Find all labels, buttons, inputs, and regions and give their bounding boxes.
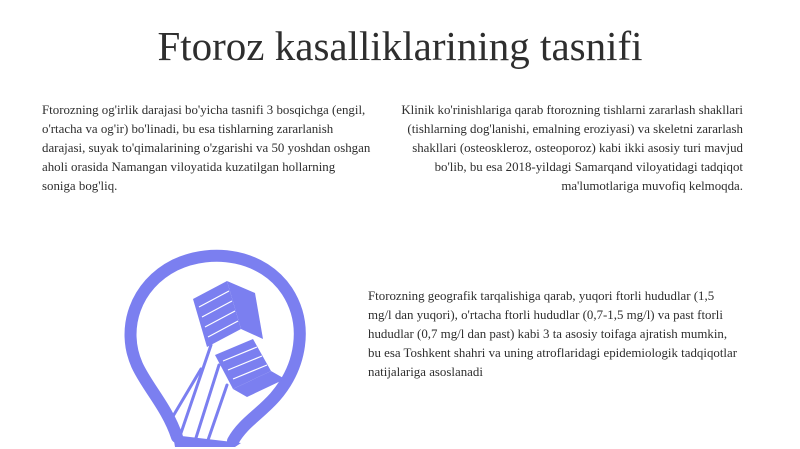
paragraph-severity-classification: Ftorozning og'irlik darajasi bo'yicha tasnifi 3 bosqichga (engil, o'rtacha va og'ir) bo'linadi, bu esa tishlarning zararlanish darajasi, suyak to'qimalarining o'zgarishi va 50 yoshdan oshgan aholi orasida Namangan viloyatida kuzatilgan hollarning soniga bog'liq. <box>42 103 371 193</box>
slide-title: Ftoroz kasalliklarining tasnifi <box>157 23 643 69</box>
lightbulb-book-icon <box>95 247 310 447</box>
paragraph-geographic-classification: Ftorozning geografik tarqalishiga qarab, yuqori ftorli hududlar (1,5 mg/l dan yuqori), o'rtacha ftorli hududlar (0,7-1,5 mg/l) va past ftorli hududlar (0,7 mg/l dan past) kabi 3 ta asosiy toifaga ajratish mumkin, bu esa Toshkent shahri va uning atroflaridagi epidemiologik tadqiqotlar natijalariga asoslanadi <box>368 289 738 379</box>
paragraph-clinical-classification: Klinik ko'rinishlariga qarab ftorozning tishlarni zararlash shakllari (tishlarning dog'lanishi, emalning eroziyasi) va skeletni zararlash shakllari (osteoskleroz, osteoporoz) kabi ikki asosiy turi mavjud bo'lib, bu esa 2018-yildagi Samarqand viloyatidagi tadqiqot ma'lumotlariga muvofiq kelmoqda. <box>401 103 743 193</box>
